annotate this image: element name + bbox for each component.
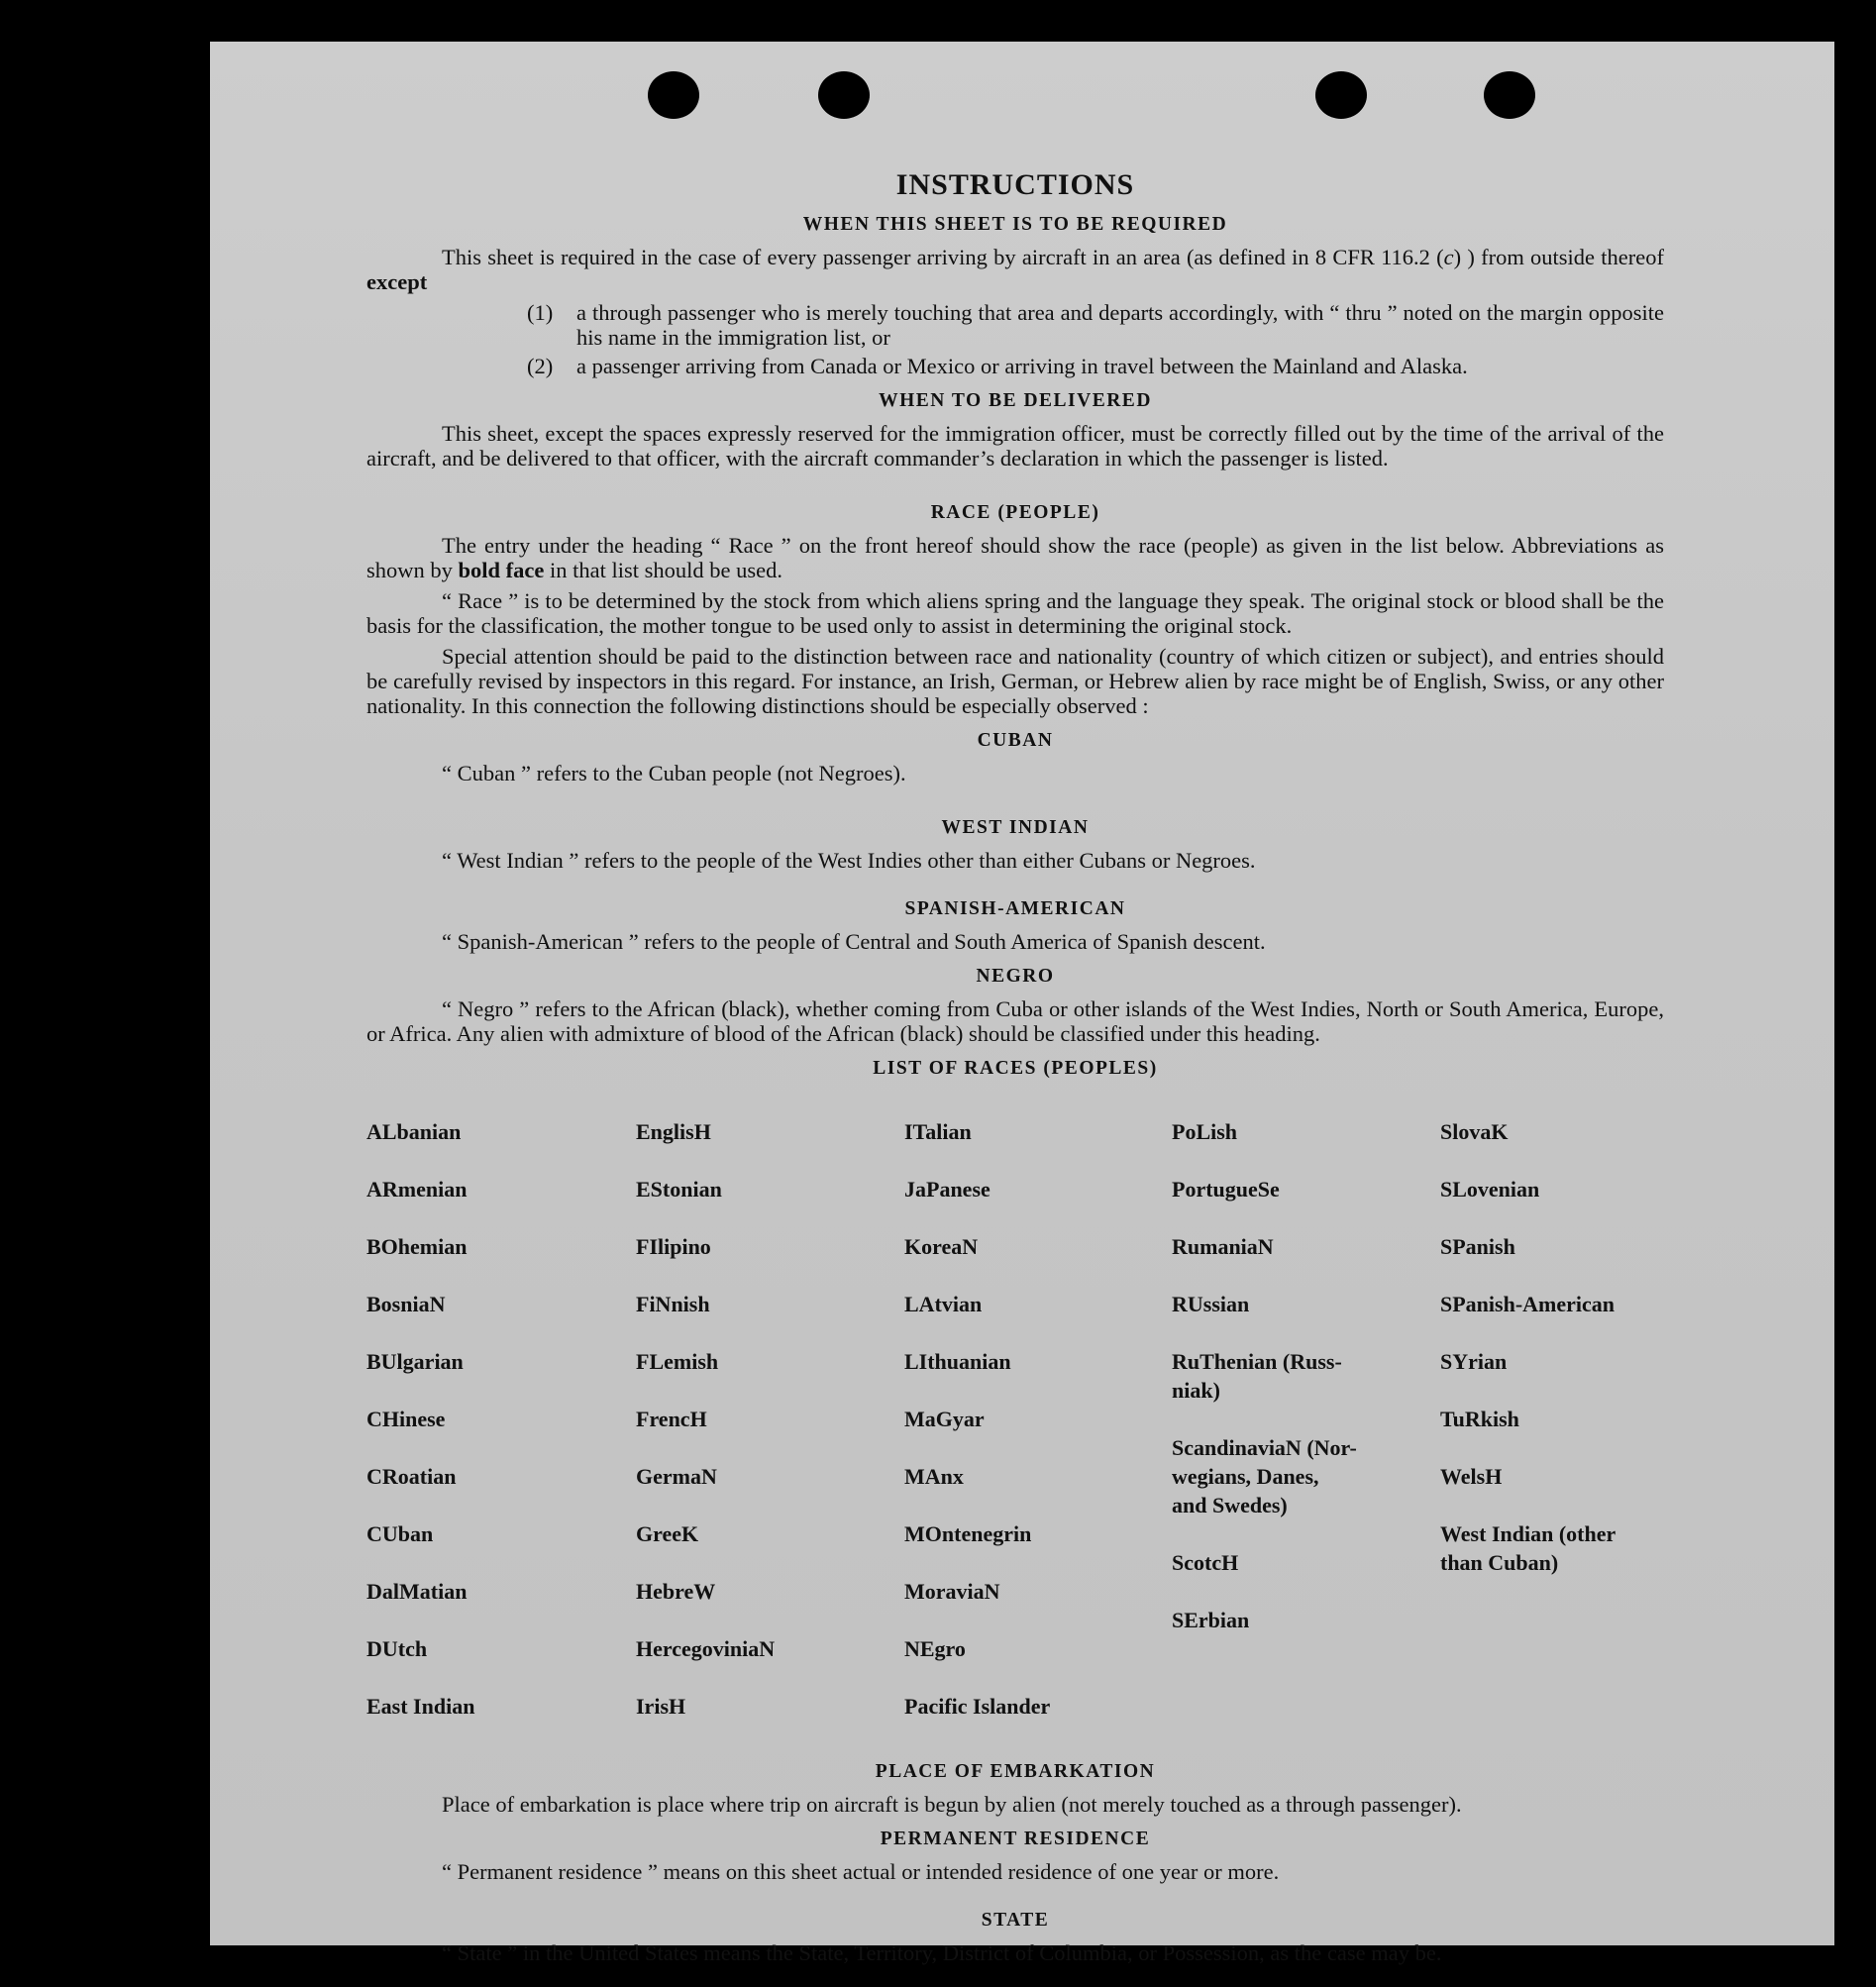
race-entry: HercegoviniaN (636, 1636, 776, 1661)
item-number: (2) (527, 354, 554, 378)
section-heading-negro: NEGRO (976, 966, 1055, 987)
intro-text: This sheet is required in the case of every passenger arriving by aircraft in an area (as defined in 8 CFR 116.2 ( (442, 245, 1444, 269)
when-delivered-paragraph: This sheet, except the spaces expressly reserved for the immigration officer, must be correctly filled out by the time of the arrival of the aircraft, and be delivered to that officer, with the aircraft commander’s declaration in which the passenger is listed. (366, 421, 1664, 471)
race-entry: HebreW (636, 1579, 716, 1604)
intro-text-2: ) ) from outside thereof (1453, 245, 1664, 269)
race-entry: CRoatian (366, 1464, 457, 1489)
race-entry: BUlgarian (366, 1349, 464, 1374)
race-entry: EnglisH (636, 1119, 711, 1144)
section-heading-west-indian: WEST INDIAN (941, 817, 1090, 838)
race-entry: SPanish-American (1440, 1292, 1615, 1316)
race-entry: LAtvian (904, 1292, 983, 1316)
race-entry: LIthuanian (904, 1349, 1011, 1374)
section-heading-spanish-american: SPANISH-AMERICAN (904, 898, 1126, 919)
race-entry: PortugueSe (1172, 1177, 1280, 1202)
punch-hole (818, 71, 870, 119)
race-entry: CHinese (366, 1407, 446, 1431)
residence-paragraph: “ Permanent residence ” means on this sheet actual or intended residence of one year or more. (442, 1859, 1280, 1884)
race-entry: West Indian (other than Cuban) (1440, 1521, 1616, 1575)
race-entry: PoLish (1172, 1119, 1238, 1144)
race-paragraph-2: “ Race ” is to be determined by the stock from which aliens spring and the language they speak. The original stock or blood shall be the basis for the classification, the mother tongue to be used only to assist in determining the original stock. (366, 588, 1664, 638)
race-entry: GreeK (636, 1521, 699, 1546)
race-entry: RuThenian (Russ- niak) (1172, 1349, 1342, 1403)
item-number: (1) (527, 300, 554, 325)
race-entry: ScotcH (1172, 1550, 1239, 1575)
section-heading-residence: PERMANENT RESIDENCE (880, 1829, 1151, 1849)
west-indian-paragraph: “ West Indian ” refers to the people of the West Indies other than either Cubans or Negroes. (442, 848, 1256, 873)
race-entry: BosniaN (366, 1292, 446, 1316)
race-entry: MaGyar (904, 1407, 985, 1431)
section-heading-when-required: WHEN THIS SHEET IS TO BE REQUIRED (802, 214, 1228, 235)
race-entry: DalMatian (366, 1579, 468, 1604)
race-entry: SYrian (1440, 1349, 1508, 1374)
race-entry: RumaniaN (1172, 1234, 1274, 1259)
race-entry: ARmenian (366, 1177, 468, 1202)
intro-italic: c (1443, 245, 1454, 269)
race-entry: ITalian (904, 1119, 972, 1144)
document-sheet (210, 42, 1834, 1965)
race-entry: MAnx (904, 1464, 964, 1489)
race-entry: WelsH (1440, 1464, 1503, 1489)
races-column-1 (366, 1089, 636, 1749)
race-entry: IrisH (636, 1694, 686, 1719)
race-entry: JaPanese (904, 1177, 990, 1202)
punch-hole (1315, 71, 1367, 119)
race-entry: ScandinaviaN (Nor- wegians, Danes, and Swedes) (1172, 1435, 1357, 1517)
races-column-2 (636, 1089, 904, 1749)
when-required-paragraph (366, 245, 1664, 294)
race-entry: GermaN (636, 1464, 717, 1489)
race-entry: SLovenian (1440, 1177, 1540, 1202)
race-entry: FiNnish (636, 1292, 710, 1316)
races-column-3 (904, 1089, 1172, 1749)
section-heading-state: STATE (981, 1910, 1050, 1931)
embarkation-paragraph: Place of embarkation is place where trip on aircraft is begun by alien (not merely touched as a through passenger). (442, 1792, 1462, 1817)
page-title: INSTRUCTIONS (895, 168, 1135, 201)
state-paragraph: “ State ” in the United States means the State, Territory, District of Columbia, or Possession, as the case may be. (442, 1940, 1442, 1965)
negro-paragraph: “ Negro ” refers to the African (black), whether coming from Cuba or other islands of the West Indies, North or South America, Europe, or Africa. Any alien with admixture of blood of the African (black) should be classified under this heading. (366, 996, 1664, 1046)
race-entry: FIlipino (636, 1234, 711, 1259)
race-text: The entry under the heading “ Race ” on the front hereof should show the race (people) as given in the list below. Abbreviations as shown by (366, 533, 1664, 582)
races-list (366, 1089, 1664, 1749)
race-entry: TuRkish (1440, 1407, 1519, 1431)
race-paragraph-1 (366, 533, 1664, 582)
spanish-american-paragraph: “ Spanish-American ” refers to the people of Central and South America of Spanish descent. (442, 929, 1266, 954)
race-entry: Pacific Islander (904, 1694, 1051, 1719)
races-column-4 (1172, 1089, 1440, 1749)
intro-except: except (366, 269, 428, 294)
race-entry: NEgro (904, 1636, 966, 1661)
punch-hole (648, 71, 699, 119)
section-heading-when-delivered: WHEN TO BE DELIVERED (879, 390, 1152, 411)
race-bold-text: bold face (458, 558, 545, 582)
race-entry: ALbanian (366, 1119, 462, 1144)
race-entry: DUtch (366, 1636, 428, 1661)
races-column-5 (1440, 1089, 1668, 1749)
race-entry: MoraviaN (904, 1579, 1000, 1604)
item-text: a through passenger who is merely touching that area and departs accordingly, with “ thru ” noted on the margin opposite his name in the immigration list, or (576, 300, 1664, 350)
cuban-paragraph: “ Cuban ” refers to the Cuban people (not Negroes). (442, 761, 906, 785)
race-entry: SlovaK (1440, 1119, 1509, 1144)
race-entry: FrencH (636, 1407, 707, 1431)
race-paragraph-3: Special attention should be paid to the distinction between race and nationality (country of which citizen or subject), and entries should be carefully revised by inspectors in this regard. For instance, an Irish, German, or Hebrew alien by race might be of English, Swiss, or any other nationality. In this connection the following distinctions should be especially observed : (366, 644, 1664, 718)
section-heading-embarkation: PLACE OF EMBARKATION (875, 1761, 1156, 1782)
punch-hole (1484, 71, 1535, 119)
race-entry: CUban (366, 1521, 434, 1546)
section-heading-list-of-races: LIST OF RACES (PEOPLES) (873, 1058, 1158, 1079)
section-heading-cuban: CUBAN (977, 730, 1054, 751)
item-text: a passenger arriving from Canada or Mexico or arriving in travel between the Mainland and Alaska. (576, 354, 1468, 378)
race-entry: KoreaN (904, 1234, 979, 1259)
section-heading-race: RACE (PEOPLE) (930, 502, 1100, 523)
race-entry: MOntenegrin (904, 1521, 1032, 1546)
race-entry: EStonian (636, 1177, 722, 1202)
race-entry: FLemish (636, 1349, 719, 1374)
exception-item-2 (366, 354, 1664, 378)
exception-item-1 (366, 300, 1664, 350)
race-entry: BOhemian (366, 1234, 468, 1259)
race-entry: East Indian (366, 1694, 475, 1719)
race-entry: RUssian (1172, 1292, 1250, 1316)
race-entry: SPanish (1440, 1234, 1515, 1259)
race-entry: SErbian (1172, 1608, 1250, 1632)
race-text-2: in that list should be used. (544, 558, 783, 582)
instructions-content (366, 168, 1664, 1971)
